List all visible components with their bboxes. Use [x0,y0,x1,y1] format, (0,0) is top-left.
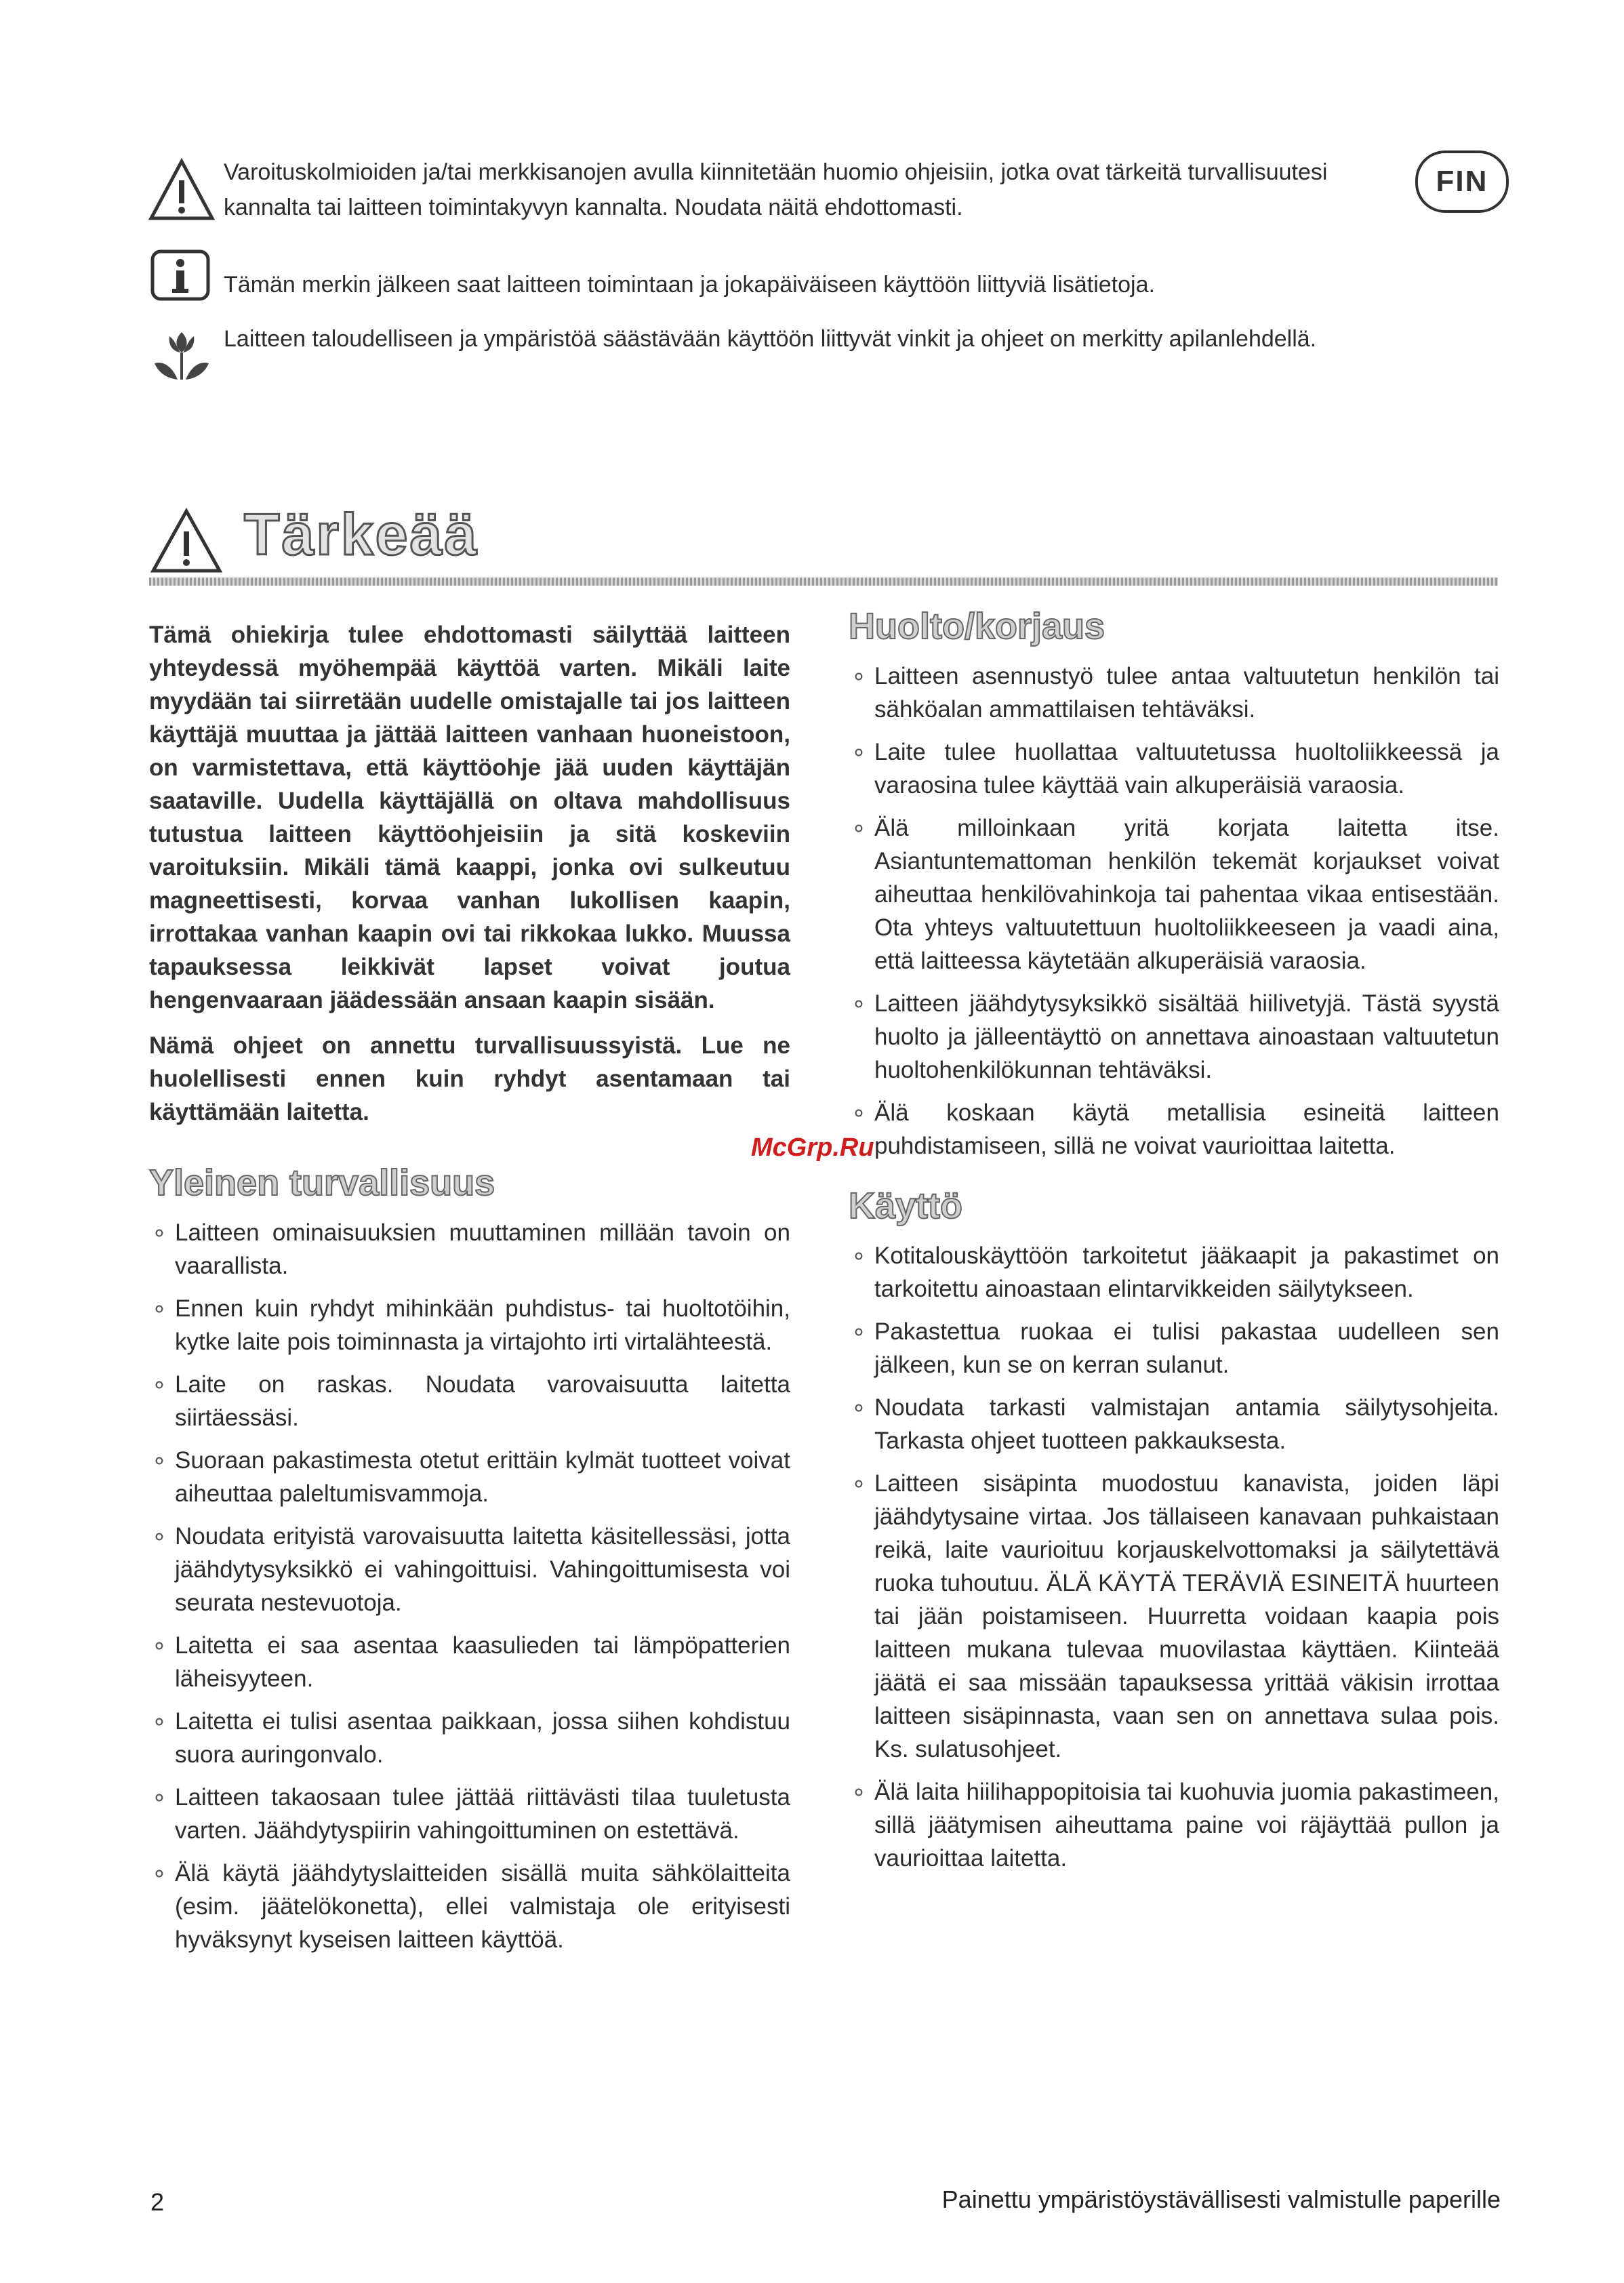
list-item: ∘ Laitteen jäähdytysyksikkö sisältää hiilivetyjä. Tästä syystä huolto ja jälleentäyttö on annettava ainoastaan valtuutetun huoltohenkilökunnan tehtäväksi. [849,987,1499,1087]
list-item: ∘ Älä koskaan käytä metallisia esineitä laitteen puhdistamiseen, sillä ne voivat vaurioittaa laitetta. [849,1096,1499,1163]
list-item: ∘ Kotitalouskäyttöön tarkoitetut jääkaapit ja pakastimet on tarkoitettu ainoastaan elintarvikkeiden säilytykseen. [849,1239,1499,1306]
list-item: ∘ Noudata tarkasti valmistajan antamia säilytysohjeita. Tarkasta ohjeet tuotteen pakkauksesta. [849,1391,1499,1457]
list-item: ∘ Älä milloinkaan yritä korjata laitetta itse. Asiantuntemattoman henkilön tekemät korjaukset voivat aiheuttaa henkilövahinkoja tai pahentaa vikaa entisestään. Ota yhteys valtuutettuun huoltoliikkeeseen ja vaadi aina, että laitteessa käytetään alkuperäisiä varaosia. [849,811,1499,977]
list-item: ∘ Laitteen sisäpinta muodostuu kanavista, joiden läpi jäähdytysaine virtaa. Jos tällaiseen kanavaan puhkaistaan reikä, laite vaurioituu korjauskelvottomaksi ja säilytettävä ruoka tuhoutuu. ÄLÄ KÄYTÄ TERÄVIÄ ESINEITÄ huurteen tai jään poistamiseen. Huurretta voidaan kaapia pois laitteen mukana tulevaa muovilastaa käyttäen. Kiinteää jäätä ei saa missään tapauksessa yrittää väkisin irrottaa laitteen sisäpinnasta, vaan sen on annettava sulaa pois. Ks. sulatusohjeet. [849,1467,1499,1766]
usage-list [849,1239,1499,1875]
right-column [849,606,1499,1884]
info-notice-text: Tämän merkin jälkeen saat laitteen toimintaan ja jokapäiväiseen käyttöön liittyviä lisätietoja. [224,272,1155,298]
service-list [849,660,1499,1163]
section-divider [149,578,1498,586]
list-item: ∘ Suoraan pakastimesta otetut erittäin kylmät tuotteet voivat aiheuttaa paleltumisvammoja. [149,1444,790,1510]
general-safety-list [149,1216,790,1956]
list-item: ∘ Älä käytä jäähdytyslaitteiden sisällä muita sähkölaitteita (esim. jäätelökonetta), ellei valmistaja ole erityisesti hyväksynyt kyseisen laitteen käyttöä. [149,1857,790,1956]
list-item: ∘ Ennen kuin ryhdyt mihinkään puhdistus- tai huoltotöihin, kytke laite pois toiminnasta ja virtajohto irti virtalähteestä. [149,1292,790,1358]
list-item: ∘ Noudata erityistä varovaisuutta laitetta käsitellessäsi, jotta jäähdytysyksikkö ei vahingoittuisi. Vahingoittumisesta voi seurata nestevuotoja. [149,1520,790,1619]
intro-block [149,618,790,1129]
info-icon [149,248,211,302]
intro-paragraph-2: Nämä ohjeet on annettu turvallisuussyistä. Lue ne huolellisesti ennen kuin ryhdyt asentamaan tai käyttämään laitetta. [149,1032,790,1125]
section-warning-icon [149,507,224,575]
language-badge: FIN [1415,150,1509,213]
service-heading: Huolto/korjaus [849,606,1105,647]
list-item: ∘ Pakastettua ruokaa ei tulisi pakastaa uudelleen sen jälkeen, kun se on kerran sulanut. [849,1315,1499,1381]
general-safety-heading: Yleinen turvallisuus [149,1163,495,1203]
watermark-text: McGrp.Ru [751,1133,874,1162]
list-item: ∘ Laite tulee huollattaa valtuutetussa huoltoliikkeessä ja varaosina tulee käyttää vain alkuperäisiä varaosia. [849,735,1499,802]
footer-note: Painettu ympäristöystävällisesti valmistulle paperille [941,2185,1501,2213]
intro-paragraph-1: Tämä ohiekirja tulee ehdottomasti säilyttää laitteen yhteydessä myöhempää käyttöä varten. Mikäli laite myydään tai siirretään uudelle omistajalle tai jos laitteen käyttäjä muuttaa ja jättää laitteen vanhaan huoneistoon, on varmistettava, että käyttöohje jää uuden käyttäjän saataville. Uudella käyttäjällä on oltava mahdollisuus tutustua laitteen käyttöohjeisiin ja sitä koskeviin varoituksiin. Mikäli tämä kaappi, jonka ovi sulkeutuu magneettisesti, korvaa vanhan lukollisen kaapin, irrottakaa vanhan kaapin ovi tai rikkokaa lukko. Muussa tapauksessa leikkivät lapset voivat joutua hengenvaaraan jäädessään ansaan kaapin sisään. [149,622,790,1013]
page-number: 2 [150,2188,165,2216]
left-column [149,618,790,1966]
list-item: ∘ Laite on raskas. Noudata varovaisuutta laitetta siirtäessäsi. [149,1368,790,1434]
list-item: ∘ Laitetta ei saa asentaa kaasulieden tai lämpöpatterien läheisyyteen. [149,1629,790,1695]
list-item: ∘ Laitteen ominaisuuksien muuttaminen millään tavoin on vaarallista. [149,1216,790,1282]
clover-leaf-icon [149,323,214,385]
warning-triangle-icon [148,157,216,222]
eco-notice-text: Laitteen taloudelliseen ja ympäristöä säästävään käyttöön liittyvät vinkit ja ohjeet on merkitty apilanlehdellä. [224,326,1317,352]
list-item: ∘ Laitetta ei tulisi asentaa paikkaan, jossa siihen kohdistuu suora auringonvalo. [149,1705,790,1771]
section-title: Tärkeää [244,502,479,567]
usage-heading: Käyttö [849,1186,963,1226]
list-item: ∘ Älä laita hiilihappopitoisia tai kuohuvia juomia pakastimeen, sillä jäätymisen aiheuttama paine voi räjäyttää pullon ja vaurioittaa laitetta. [849,1775,1499,1875]
list-item: ∘ Laitteen takaosaan tulee jättää riittävästi tilaa tuuletusta varten. Jäähdytyspiirin vahingoittuminen on estettävä. [149,1781,790,1847]
list-item: ∘ Laitteen asennustyö tulee antaa valtuutetun henkilön tai sähköalan ammattilaisen tehtäväksi. [849,660,1499,726]
warning-notice-text: Varoituskolmioiden ja/tai merkkisanojen avulla kiinnitetään huomio ohjeisiin, jotka ovat tärkeitä turvallisuutesi kannalta tai laitteen toimintakyvyn kannalta. Noudata näitä ehdottomasti. [224,159,1328,220]
